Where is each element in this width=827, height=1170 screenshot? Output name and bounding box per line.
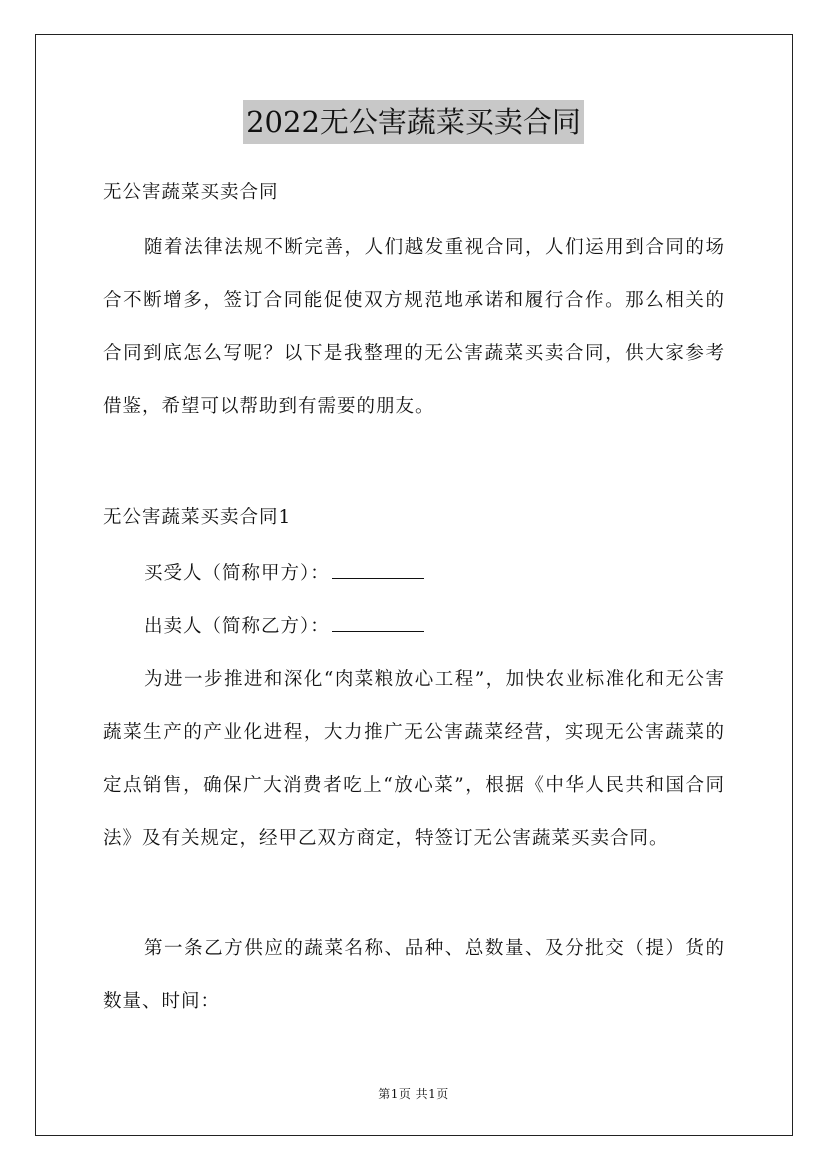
seller-blank xyxy=(332,615,424,632)
intro-paragraph: 随着法律法规不断完善，人们越发重视合同，人们运用到合同的场合不断增多，签订合同能促使双方规范地承诺和履行合作。那么相关的合同到底怎么写呢？以下是我整理的无公害蔬菜买卖合同，供大家参考借鉴，希望可以帮助到有需要的朋友。 xyxy=(103,237,725,417)
page-footer: 第1页 共1页 xyxy=(378,1087,449,1101)
title-container xyxy=(0,100,827,144)
buyer-blank xyxy=(332,562,424,579)
article-one: 第一条乙方供应的蔬菜名称、品种、总数量、及分批交（提）货的数量、时间： xyxy=(103,938,725,1012)
document-title: 2022无公害蔬菜买卖合同 xyxy=(243,100,584,144)
seller-label: 出卖人（简称乙方）： xyxy=(144,616,330,637)
document-subtitle: 无公害蔬菜买卖合同 xyxy=(103,182,279,203)
body-paragraph: 为进一步推进和深化“肉菜粮放心工程”，加快农业标准化和无公害蔬菜生产的产业化进程，大力推广无公害蔬菜经营，实现无公害蔬菜的定点销售，确保广大消费者吃上“放心菜”，根据《中华人民共和国合同法》及有关规定，经甲乙双方商定，特签订无公害蔬菜买卖合同。 xyxy=(103,669,725,849)
seller-line xyxy=(103,615,766,639)
section-title: 无公害蔬菜买卖合同1 xyxy=(103,507,292,528)
buyer-label: 买受人（简称甲方）： xyxy=(144,563,330,584)
buyer-line xyxy=(103,562,766,586)
